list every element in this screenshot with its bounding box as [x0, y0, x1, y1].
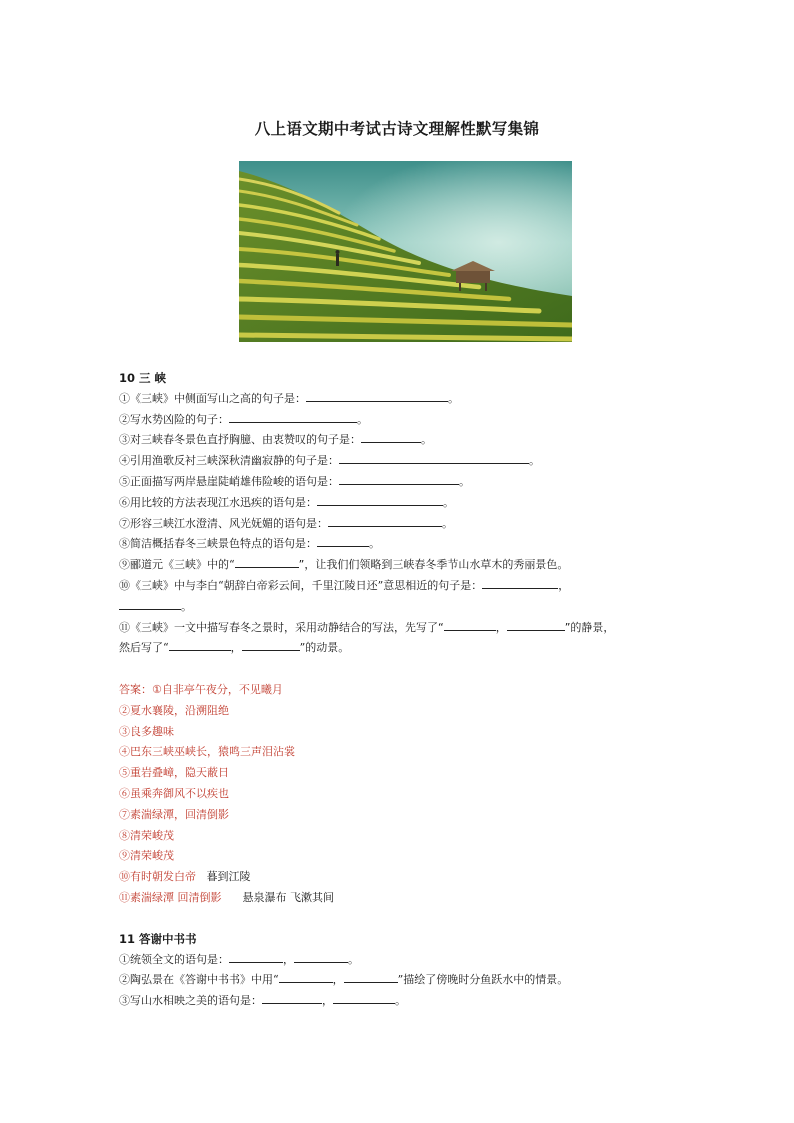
section-heading-sanxia: 10 三 峡	[119, 371, 167, 385]
answer-6: ⑥虽乘奔御风不以疾也	[119, 786, 229, 800]
rice-terraces-photo	[239, 161, 572, 342]
document-body	[119, 368, 679, 1012]
answer-4: ④巴东三峡巫峡长，猿鸣三声泪沾裳	[119, 745, 295, 759]
answer-blank[interactable]	[294, 951, 348, 963]
answer-9: ⑨清荣峻茂	[119, 849, 174, 863]
answer-8: ⑧清荣峻茂	[119, 828, 174, 842]
question-10-continued: 。	[119, 597, 679, 618]
answer-blank[interactable]	[507, 619, 565, 631]
answer-blank[interactable]	[262, 992, 322, 1004]
answer-10: ⑩有时朝发白帝 暮到江陵	[119, 870, 251, 884]
answer-11: ⑪素湍绿潭 回清倒影 悬泉瀑布 飞漱其间	[119, 890, 334, 904]
question-11-1: ①统领全文的语句是： ， 。	[119, 952, 359, 966]
question-3: ③对三峡春冬景色直抒胸臆、由衷赞叹的句子是： 。	[119, 433, 432, 447]
question-11-2: ②陶弘景在《答谢中书书》中用“ ， ”描绘了傍晚时分鱼跃水中的情景。	[119, 973, 569, 987]
answer-blank[interactable]	[279, 971, 333, 983]
answer-blank[interactable]	[339, 452, 529, 464]
answer-blank[interactable]	[339, 473, 459, 485]
answer-blank[interactable]	[333, 992, 395, 1004]
question-8: ⑧简洁概括春冬三峡景色特点的语句是： 。	[119, 537, 380, 551]
answer-blank[interactable]	[229, 411, 357, 423]
answer-blank[interactable]	[229, 951, 283, 963]
answer-7: ⑦素湍绿潭，回清倒影	[119, 807, 229, 821]
question-10: ⑩《三峡》中与李白“朝辞白帝彩云间，千里江陵日还”意思相近的句子是： ，	[119, 578, 570, 592]
answer-blank[interactable]	[317, 535, 369, 547]
question-11-continued: 然后写了“ ， ”的动景。	[119, 641, 350, 655]
answer-blank[interactable]	[306, 390, 448, 402]
section-heading-dameixiezhongshu: 11 答谢中书书	[119, 931, 197, 946]
answer-blank[interactable]	[444, 619, 496, 631]
question-6: ⑥用比较的方法表现江水迅疾的语句是： 。	[119, 495, 454, 509]
answer-blank[interactable]	[169, 639, 231, 651]
question-11: ⑪《三峡》一文中描写春冬之景时，采用动静结合的写法，先写了“ ， ”的静景，	[119, 620, 615, 634]
answer-2: ②夏水襄陵，沿溯阻绝	[119, 703, 229, 717]
answer-blank[interactable]	[482, 577, 558, 589]
question-1: ①《三峡》中侧面写山之高的句子是： 。	[119, 391, 459, 405]
answer-blank[interactable]	[344, 971, 398, 983]
answer-3: ③良多趣味	[119, 724, 174, 738]
question-5: ⑤正面描写两岸悬崖陡峭雄伟险峻的语句是： 。	[119, 474, 470, 488]
answer-blank[interactable]	[317, 494, 443, 506]
answer-5: ⑤重岩叠嶂，隐天蔽日	[119, 766, 229, 780]
answer-blank[interactable]	[328, 515, 442, 527]
page-title: 八上语文期中考试古诗文理解性默写集锦	[254, 119, 540, 138]
answer-blank[interactable]	[242, 639, 300, 651]
question-11-3: ③写山水相映之美的语句是： ， 。	[119, 994, 406, 1008]
question-9: ⑨郦道元《三峡》中的“ ”，让我们们领略到三峡春冬季节山水草木的秀丽景色。	[119, 558, 569, 572]
question-4: ④引用渔歌反衬三峡深秋清幽寂静的句子是： 。	[119, 454, 540, 468]
answer-1: 答案：①自非亭午夜分，不见曦月	[119, 682, 283, 696]
answer-blank[interactable]	[235, 556, 299, 568]
question-2: ②写水势凶险的句子： 。	[119, 412, 368, 426]
question-7: ⑦形容三峡江水澄清、风光妩媚的语句是： 。	[119, 516, 453, 530]
answer-blank[interactable]	[119, 598, 181, 610]
answer-blank[interactable]	[361, 431, 421, 443]
